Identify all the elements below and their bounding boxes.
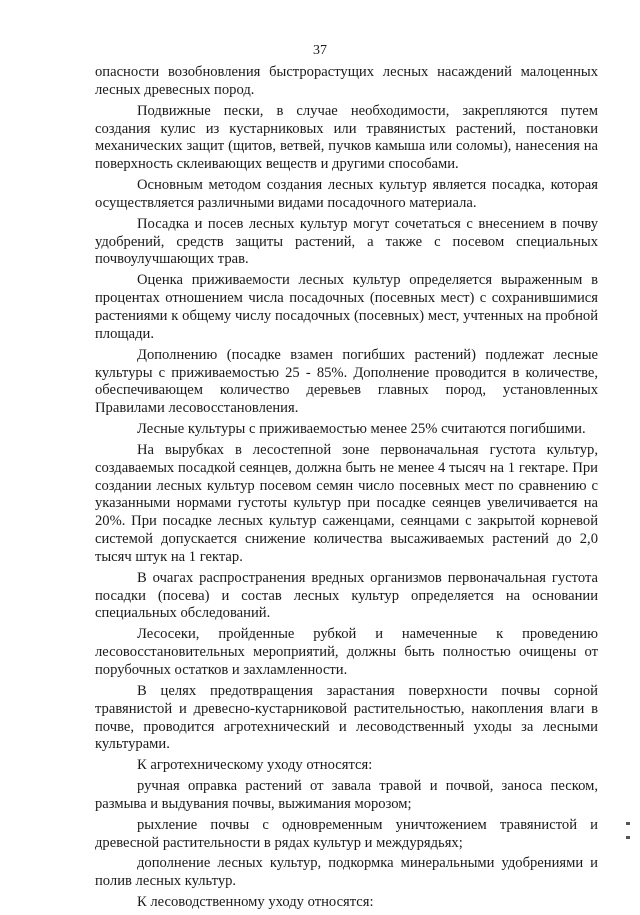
paragraph: Посадка и посев лесных культур могут сочетаться с внесением в почву удобрений, средств защиты растений, а также с посевом специальных почвоулучшающих трав. [95, 215, 598, 268]
paragraph: рыхление почвы с одновременным уничтожением травянистой и древесной растительности в рядах культур и междурядьях; [95, 816, 598, 851]
paragraph: Подвижные пески, в случае необходимости, закрепляются путем создания кулис из кустарниковых или травянистых растений, постановки механических защит (щитов, ветвей, пучков камыша или соломы), нанесения на поверхность склеивающих веществ и другими способами. [95, 102, 598, 173]
scan-mark [626, 822, 630, 825]
paragraph: В целях предотвращения зарастания поверхности почвы сорной травянистой и древесно-кустарниковой растительностью, накопления влаги в почве, проводится агротехнический и лесоводственный уходы за лесными культурами. [95, 682, 598, 753]
paragraph: ручная оправка растений от завала травой и почвой, заноса песком, размыва и выдувания почвы, выжимания морозом; [95, 778, 598, 812]
scan-mark [626, 836, 630, 839]
paragraph: К агротехническому уходу относятся: [137, 757, 373, 774]
paragraph: Основным методом создания лесных культур является посадка, которая осуществляется различными видами посадочного материала. [95, 177, 598, 211]
paragraph: Лесные культуры с приживаемостью менее 25% считаются погибшими. [137, 421, 586, 438]
paragraph: В очагах распространения вредных организмов первоначальная густота посадки (посева) и состав лесных культур определяется на основании специальных обследований. [95, 569, 598, 622]
document-body [95, 64, 598, 915]
paragraph: Лесосеки, пройденные рубкой и намеченные к проведению лесовосстановительных мероприятий, должны быть полностью очищены от порубочных остатков и захламленности. [95, 626, 598, 678]
paragraph: На вырубках в лесостепной зоне первоначальная густота культур, создаваемых посадкой сеянцев, должна быть не менее 4 тысяч на 1 гектаре. При создании лесных культур посевом семян число посевных мест по сравнению с указанными нормами густоты культур при посадке сеянцев увеличивается на 20%. При посадке лесных культур саженцами, сеянцами с закрытой корневой системой допускается снижение количества высаживаемых растений до 2,0 тысяч штук на 1 гектар. [95, 441, 598, 565]
paragraph: опасности возобновления быстрорастущих лесных насаждений малоценных лесных древесных пород. [95, 64, 598, 98]
paragraph: Оценка приживаемости лесных культур определяется выраженным в процентах отношением числа посадочных (посевных мест) с сохранившимися растениями к общему числу посадочных (посевных) мест, учтенных на пробной площади. [95, 272, 598, 342]
page-number: 37 [313, 43, 327, 58]
paragraph: дополнение лесных культур, подкормка минеральными удобрениями и полив лесных культур. [95, 855, 598, 890]
paragraph: Дополнению (посадке взамен погибших растений) подлежат лесные культуры с приживаемостью 25 - 85%. Дополнение проводится в количестве, обеспечивающем количество деревьев главных пород, установленных Правилами лесовосстановления. [95, 346, 598, 417]
paragraph: К лесоводственному уходу относятся: [137, 894, 374, 911]
